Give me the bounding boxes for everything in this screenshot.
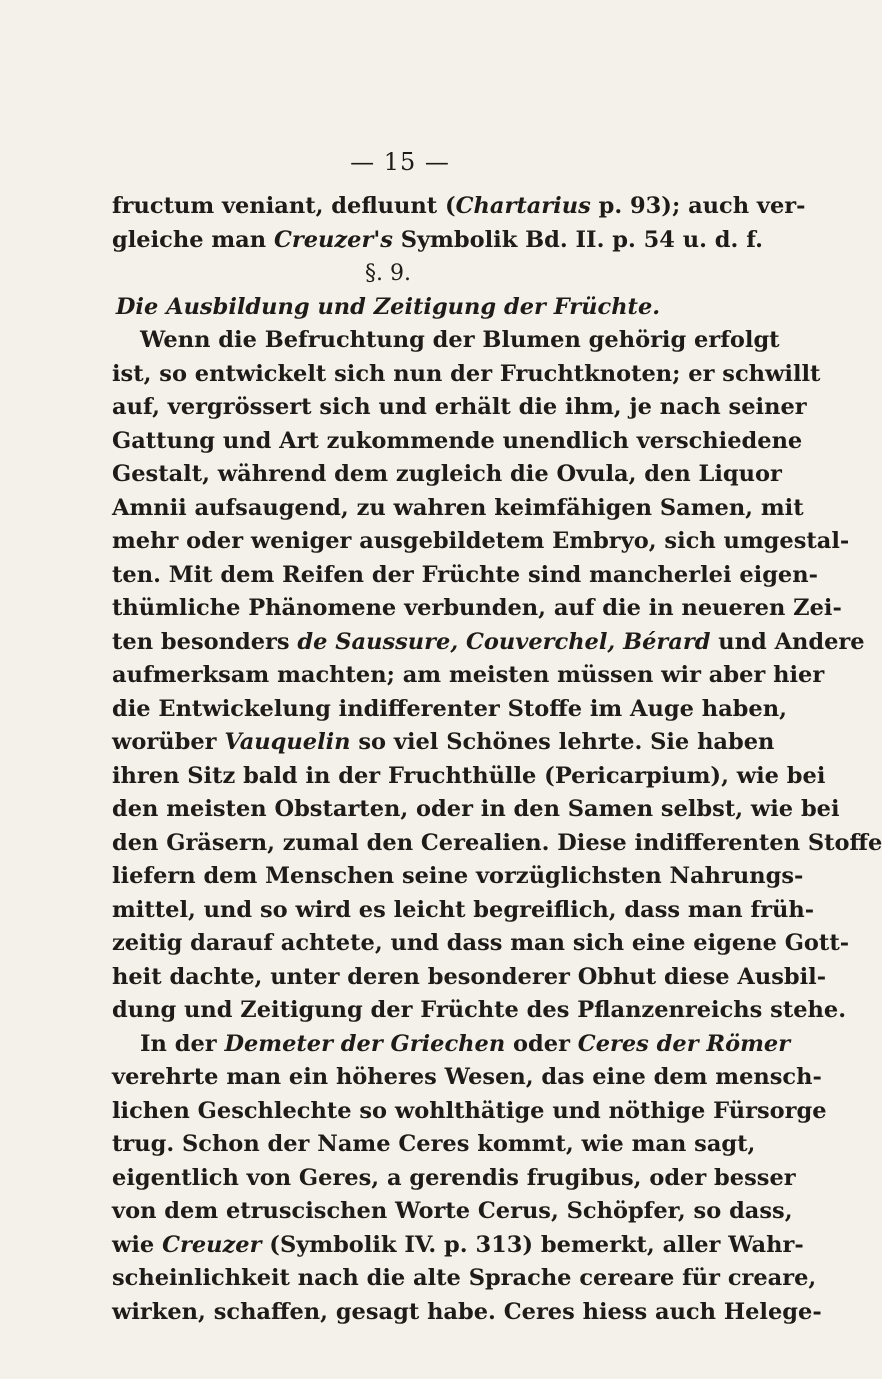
paragraph-line: den meisten Obstarten, oder in den Samen selbst, wie bei [112,796,840,822]
author-reference: de Saussure, Couverchel, Bérard [297,628,711,655]
paragraph-line: mehr oder weniger ausgebildetem Embryo, sich umgestal- [112,528,850,554]
paragraph-line: lichen Geschlechte so wohlthätige und nöthige Fürsorge [112,1097,827,1124]
paragraph-line: von dem etruscischen Worte Cerus, Schöpfer, so dass, [112,1198,793,1224]
paragraph-line: Gattung und Art zukommende unendlich verschiedene [112,427,803,454]
author-reference: Creuzer's [273,226,393,253]
paragraph-line: dung und Zeitigung der Früchte des Pflanzenreichs stehe. [112,997,847,1023]
deity-reference: Demeter der Griechen [224,1030,506,1057]
author-reference: Creuzer [162,1231,262,1258]
paragraph-line: mittel, und so wird es leicht begreiflich, dass man früh- [112,896,815,923]
paragraph-line: Amnii aufsaugend, zu wahren keimfähigen Samen, mit [112,494,804,521]
paragraph-line: Wenn die Befruchtung der Blumen gehörig erfolgt [140,327,780,353]
author-reference: Chartarius [455,193,591,219]
paragraph-line: den Gräsern, zumal den Cerealien. Diese indifferenten Stoffe [112,829,882,856]
section-number: §. 9. [365,261,411,286]
paragraph-line: wirken, schaffen, gesagt habe. Ceres hiess auch Helege- [112,1298,822,1325]
paragraph-line: zeitig darauf achtete, und dass man sich eine eigene Gott- [112,930,850,956]
paragraph-line: thümliche Phänomene verbunden, auf die in neueren Zei- [112,595,842,621]
paragraph-line: ist, so entwickelt sich nun der Fruchtknoten; er schwillt [112,360,821,387]
paragraph-line: auf, vergrössert sich und erhält die ihm, je nach seiner [112,394,807,420]
paragraph-line: ihren Sitz bald in der Fruchthülle (Pericarpium), wie bei [112,762,826,789]
paragraph-line: scheinlichkeit nach die alte Sprache cereare für creare, [112,1265,817,1291]
paragraph-line: die Entwickelung indifferenter Stoffe im Auge haben, [112,695,787,722]
paragraph-line: ten besonders de Saussure, Couverchel, Bérard und Andere [112,628,865,655]
paragraph-line: wie Creuzer (Symbolik IV. p. 313) bemerkt, aller Wahr- [112,1231,804,1258]
section-heading: Die Ausbildung und Zeitigung der Früchte. [115,293,661,320]
intro-line-2: gleiche man Creuzer's Symbolik Bd. II. p. 54 u. d. f. [112,226,763,253]
intro-line-1: fructum veniant, defluunt (Chartarius p. 93); auch ver- [112,193,806,219]
paragraph-line: liefern dem Menschen seine vorzüglichsten Nahrungs- [112,863,804,889]
paragraph-line: aufmerksam machten; am meisten müssen wir aber hier [112,662,825,688]
paragraph-line: eigentlich von Geres, a gerendis frugibus, oder besser [112,1164,796,1191]
page-text [112,190,882,1329]
paragraph-line: verehrte man ein höheres Wesen, das eine dem mensch- [112,1064,822,1090]
paragraph-line: In der Demeter der Griechen oder Ceres der Römer [140,1030,791,1057]
paragraph-line: worüber Vauquelin so viel Schönes lehrte. Sie haben [112,729,775,755]
page-number: — 15 — [350,148,450,176]
paragraph-line: Gestalt, während dem zugleich die Ovula, den Liquor [112,461,782,487]
paragraph-line: trug. Schon der Name Ceres kommt, wie man sagt, [112,1131,756,1157]
paragraph-line: ten. Mit dem Reifen der Früchte sind mancherlei eigen- [112,561,818,588]
deity-reference: Ceres der Römer [577,1030,791,1057]
author-reference: Vauquelin [224,729,351,755]
paragraph-line: heit dachte, unter deren besonderer Obhut diese Ausbil- [112,963,827,990]
